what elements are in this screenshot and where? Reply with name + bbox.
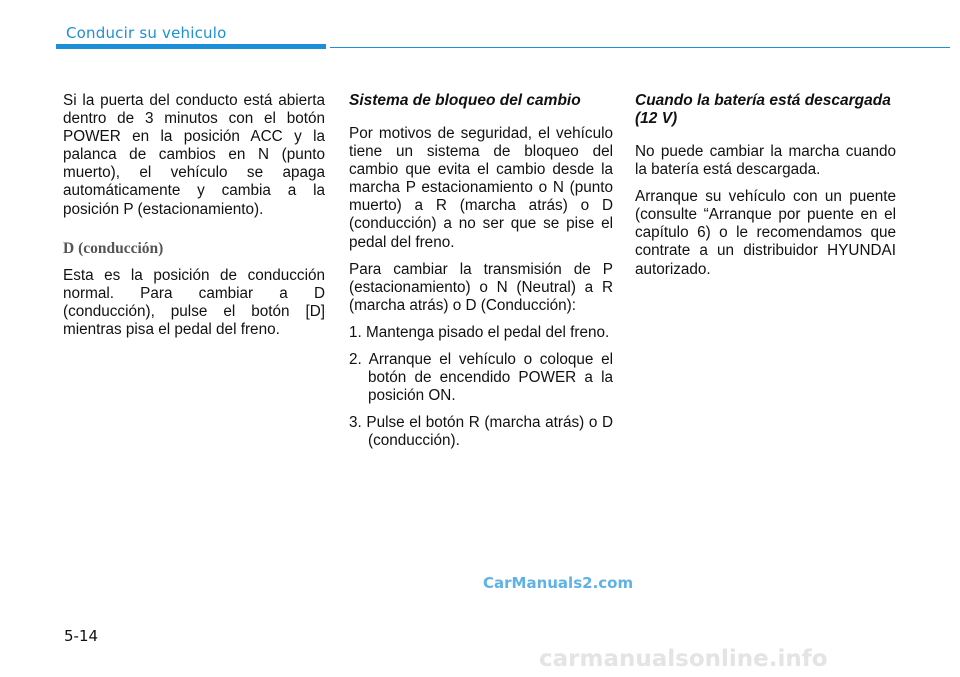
watermark-link[interactable]: CarManuals2.com bbox=[483, 574, 634, 592]
paragraph-power-off: Si la puerta del conducto está abierta dentro de 3 minutos con el botón POWER en la posición ACC y la palanca de cambios en N (punto muerto), el vehículo se apaga automáticamente y cambia a la posición P (estacionamiento). bbox=[63, 92, 325, 218]
header-rule-thin bbox=[330, 47, 950, 48]
column-middle bbox=[349, 92, 613, 460]
paragraph-battery-1: No puede cambiar la marcha cuando la batería está descargada. bbox=[635, 143, 896, 179]
column-left bbox=[63, 92, 325, 348]
heading-drive: D (conducción) bbox=[63, 239, 164, 257]
heading-shift-lock: Sistema de bloqueo del cambio bbox=[349, 92, 581, 109]
heading-battery: Cuando la batería está descargada (12 V) bbox=[635, 92, 891, 127]
list-item: 1. Mantenga pisado el pedal del freno. bbox=[349, 323, 610, 341]
paragraph-shift-lock: Por motivos de seguridad, el vehículo tiene un sistema de bloqueo del cambio que evita el cambio desde la marcha P estacionamiento o N (punto muerto) a R (marcha atrás) o D (conducción) a no ser que se pise el pedal del freno. bbox=[349, 125, 613, 251]
list-item: 2. Arranque el vehículo o coloque el botón de encendido POWER a la posición ON. bbox=[349, 351, 613, 405]
watermark-bottom: carmanualsonline.info bbox=[539, 646, 828, 672]
page-number: 5-14 bbox=[64, 627, 99, 645]
list-item: 3. Pulse el botón R (marcha atrás) o D (conducción). bbox=[349, 414, 613, 450]
column-right bbox=[635, 92, 896, 288]
paragraph-shift-procedure: Para cambiar la transmisión de P (estacionamiento) o N (Neutral) a R (marcha atrás) o D (Conducción): bbox=[349, 260, 613, 314]
paragraph-drive: Esta es la posición de conducción normal. Para cambiar a D (conducción), pulse el botón [D] mientras pisa el pedal del freno. bbox=[63, 266, 325, 339]
header-rule-thick bbox=[56, 44, 326, 49]
section-title: Conducir su vehiculo bbox=[66, 24, 227, 42]
paragraph-battery-2: Arranque su vehículo con un puente (consulte “Arranque por puente en el capítulo 6) o le recomendamos que contrate a un distribuidor HYUNDAI autorizado. bbox=[635, 188, 896, 278]
